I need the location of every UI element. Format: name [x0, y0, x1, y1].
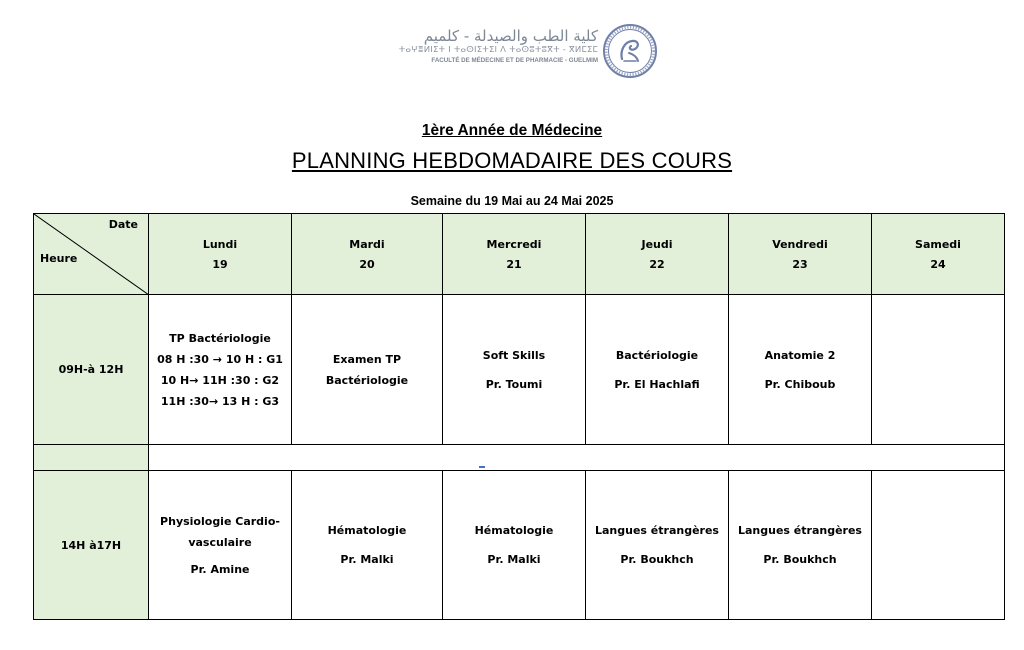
program-subtitle: 1ère Année de Médecine: [421, 122, 603, 139]
faculty-name-block: [362, 28, 598, 65]
day-header-lundi: Lundi 19: [149, 214, 292, 295]
faculty-name-tifinagh: ⵜⴰⵖⴻⵍⵏⵉⵜ ⵏ ⵜⴰⵙⵏⵉⵜⵉⵏ ⴷ ⵜⴰⵙⵓⵜⵓⴳⵜ - ⴳⵍⵎⵉⵎ: [398, 45, 598, 55]
break-time-cell: [34, 445, 149, 471]
afternoon-row: [34, 471, 1005, 620]
course-cell-samedi-afternoon: [872, 471, 1005, 620]
week-range: Semaine du 19 Mai au 24 Mai 2025: [410, 194, 614, 208]
course-cell-lundi-afternoon: Physiologie Cardio- vasculaire Pr. Amine: [149, 471, 292, 620]
morning-row: [34, 295, 1005, 445]
faculty-name-french: FACULTÉ DE MÉDECINE ET DE PHARMACIE - GUELMIM: [431, 57, 598, 64]
break-row: [34, 445, 1005, 471]
faculty-seal-logo: [602, 23, 658, 79]
course-cell-jeudi-afternoon: Langues étrangères Pr. Boukhch: [586, 471, 729, 620]
course-cell-jeudi-morning: Bactériologie Pr. El Hachlafi: [586, 295, 729, 445]
course-cell-mercredi-morning: Soft Skills Pr. Toumi: [443, 295, 586, 445]
course-cell-lundi-morning: TP Bactériologie 08 H :30 → 10 H : G1 10 H→ 11H :30 : G2 11H :30→ 13 H : G3: [149, 295, 292, 445]
text-cursor-mark: [479, 466, 485, 468]
course-cell-vendredi-afternoon: Langues étrangères Pr. Boukhch: [729, 471, 872, 620]
course-cell-samedi-morning: [872, 295, 1005, 445]
table-header-row: [34, 214, 1005, 295]
corner-cell: [34, 214, 149, 295]
course-cell-mardi-afternoon: Hématologie Pr. Malki: [292, 471, 443, 620]
heure-label: Heure: [40, 252, 78, 265]
day-header-vendredi: Vendredi 23: [729, 214, 872, 295]
schedule-table: [33, 213, 1005, 620]
time-slot-morning: 09H-à 12H: [34, 295, 149, 445]
faculty-name-arabic: كلية الطب والصيدلة - كلميم: [423, 27, 598, 45]
page-title: PLANNING HEBDOMADAIRE DES COURS: [291, 148, 733, 173]
time-slot-afternoon: 14H à17H: [34, 471, 149, 620]
break-cell: [149, 445, 1005, 471]
day-header-samedi: Samedi 24: [872, 214, 1005, 295]
day-header-mardi: Mardi 20: [292, 214, 443, 295]
course-cell-mercredi-afternoon: Hématologie Pr. Malki: [443, 471, 586, 620]
faculty-header: [362, 20, 672, 78]
date-label: Date: [108, 218, 138, 231]
course-cell-mardi-morning: Examen TP Bactériologie: [292, 295, 443, 445]
day-header-mercredi: Mercredi 21: [443, 214, 586, 295]
day-header-jeudi: Jeudi 22: [586, 214, 729, 295]
course-cell-vendredi-morning: Anatomie 2 Pr. Chiboub: [729, 295, 872, 445]
